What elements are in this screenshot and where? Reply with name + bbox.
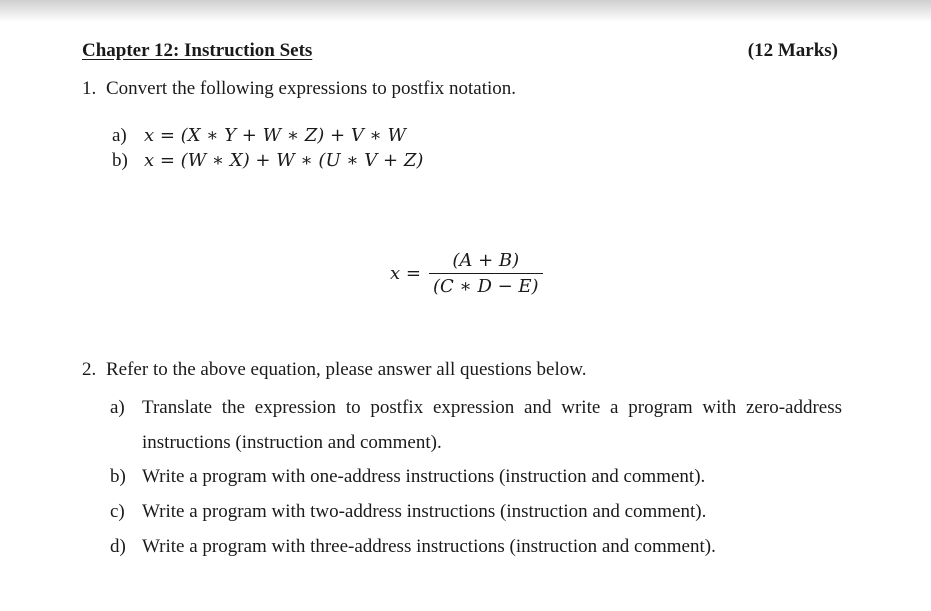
question-2	[82, 359, 586, 381]
item-label: a)	[112, 125, 127, 146]
subquestion-d	[110, 529, 850, 564]
top-shadow-bar	[0, 0, 931, 22]
subquestion-text: Write a program with one-address instructions (instruction and comment).	[142, 466, 706, 487]
question-text: Convert the following expressions to postfix notation.	[106, 78, 517, 99]
question-text: Refer to the above equation, please answer all questions below.	[106, 359, 587, 380]
item-label: b)	[112, 150, 128, 171]
fraction	[429, 250, 543, 297]
subquestion-text: Write a program with two-address instructions (instruction and comment).	[142, 501, 707, 522]
numerator: (A + B)	[452, 250, 520, 271]
equation-lhs: x =	[390, 263, 421, 284]
item-label: c)	[110, 501, 125, 522]
item-label: d)	[110, 536, 126, 557]
math-expression: x = (W ∗ X) + W ∗ (U ∗ V + Z)	[144, 150, 424, 171]
expression-a	[112, 125, 406, 147]
fraction-equation	[390, 250, 543, 297]
question-1	[82, 78, 516, 100]
item-label: b)	[110, 466, 126, 487]
marks-label: (12 Marks)	[747, 40, 838, 61]
subquestion-b	[110, 459, 850, 494]
math-expression: x = (X ∗ Y + W ∗ Z) + V ∗ W	[144, 125, 407, 146]
question-number: 1.	[82, 78, 97, 99]
expression-b	[112, 150, 423, 172]
subquestion-text: Write a program with three-address instructions (instruction and comment).	[142, 536, 716, 557]
subquestion-c	[110, 494, 850, 529]
question-number: 2.	[82, 359, 97, 380]
subquestion-text: Translate the expression to postfix expression and write a program with zero-address instructions (instruction and comment).	[142, 397, 842, 453]
denominator: (C ∗ D − E)	[429, 273, 543, 297]
chapter-title: Chapter 12: Instruction Sets	[82, 40, 313, 61]
item-label: a)	[110, 397, 125, 418]
subquestion-a	[110, 390, 850, 460]
